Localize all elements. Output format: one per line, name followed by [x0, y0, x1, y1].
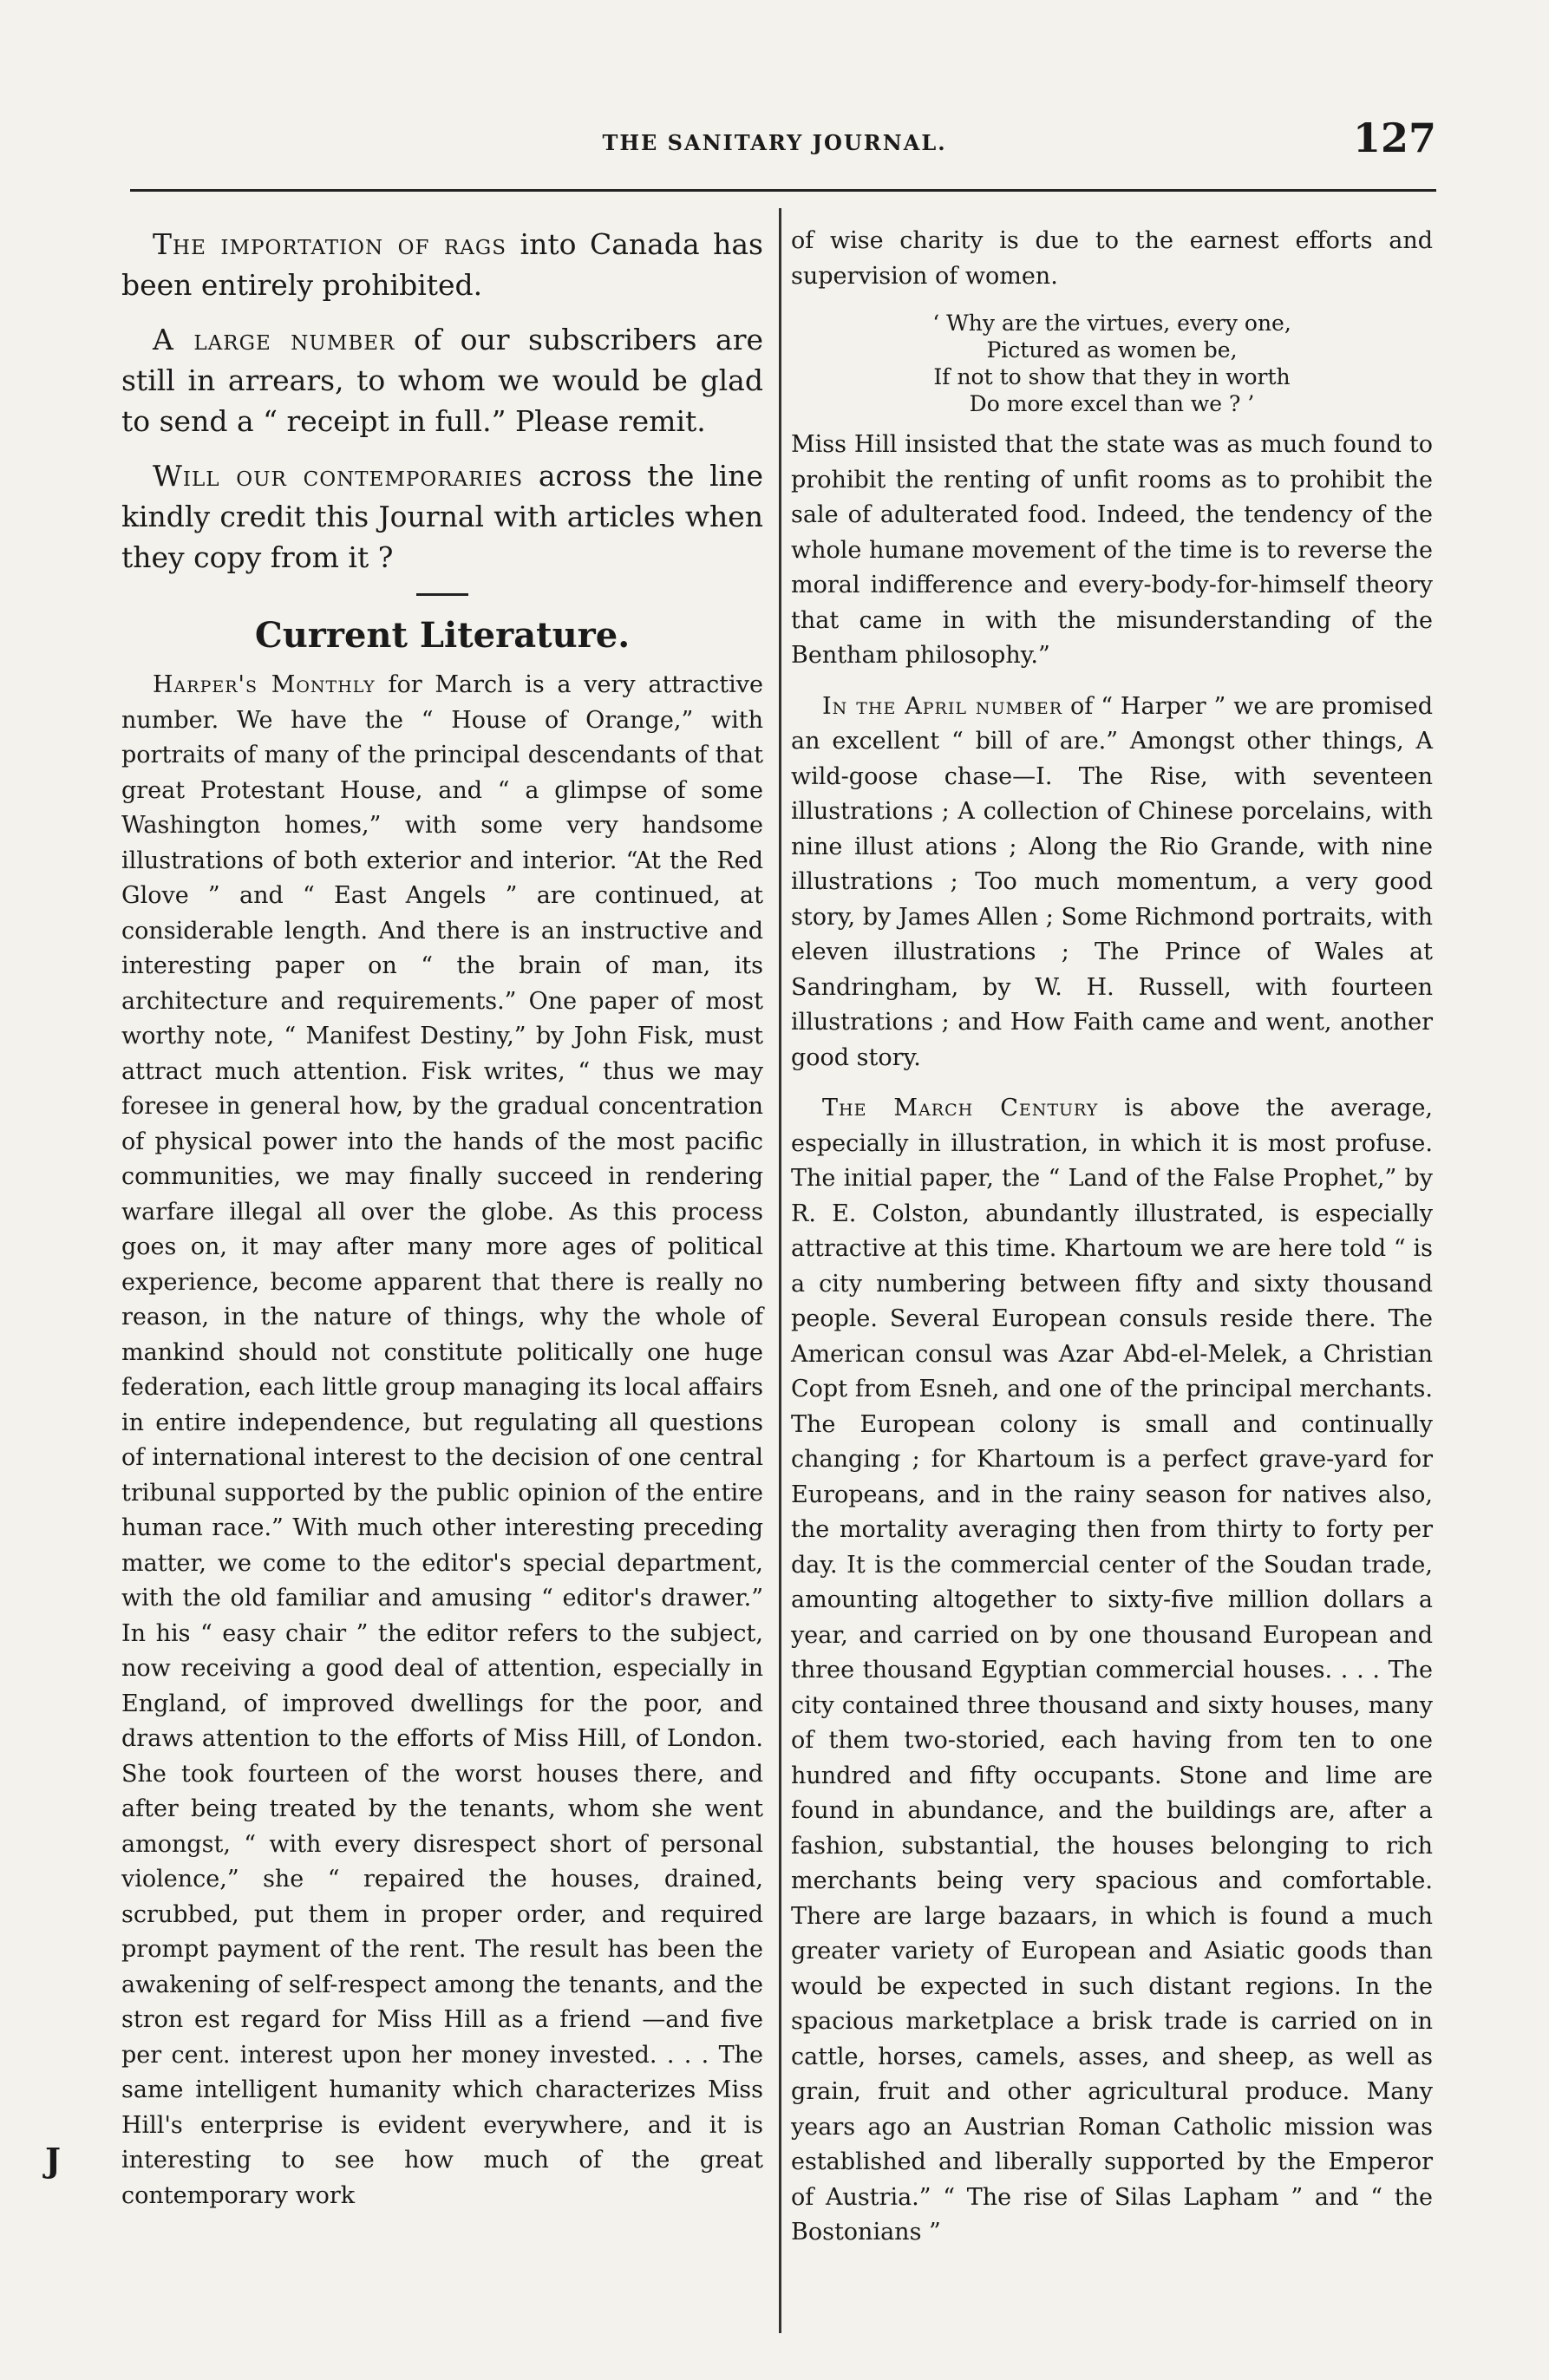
notice-lead: A large number — [153, 323, 395, 356]
harpers-monthly-paragraph — [121, 668, 763, 2213]
verse-line: Do more excel than we ? ’ — [969, 391, 1255, 416]
paragraph-lead: Harper's Monthly — [153, 671, 376, 698]
notice-contemporaries — [121, 455, 763, 578]
column-divider — [779, 208, 781, 2333]
page-header — [0, 114, 1549, 182]
margin-mark: J — [45, 2141, 61, 2180]
verse-line: If not to show that they in worth — [933, 364, 1291, 389]
notice-text: of our subscribers are still in arrears, to whom we would be glad to send a “ receipt in full.” Please remit. — [121, 323, 763, 438]
miss-hill-paragraph: Miss Hill insisted that the state was as much found to prohibit the renting of unfit rooms as to prohibit the sale of adulterated food. Indeed, the tendency of the whole humane movement of the time is to reverse the moral indifference and every-body-for-himself theory that came in with the misunderstanding of the Bentham philosophy.” — [791, 431, 1433, 669]
verse-line: ‘ Why are the virtues, every one, — [932, 311, 1291, 336]
notice-text: into Canada has been entirely prohibited. — [121, 227, 763, 302]
page-number: 127 — [1352, 114, 1436, 161]
notice-lead: The importation of rags — [153, 227, 507, 261]
section-rule — [416, 593, 468, 596]
april-number-paragraph — [791, 690, 1433, 1076]
notice-rags — [121, 224, 763, 305]
notice-arrears — [121, 319, 763, 441]
verse-line: Pictured as women be, — [986, 337, 1238, 363]
notice-text: across the line kindly credit this Journal with articles when they copy from it ? — [121, 459, 763, 574]
running-title: THE SANITARY JOURNAL. — [602, 130, 947, 155]
paragraph-text: is above the average, especially in illustration, in which it is most profuse. The initial paper, the “ Land of the False Prophet,” by R. E. Colston, abundantly illustrated, is especially attractive at this time. Khartoum we are here told “ is a city numbering between fifty and sixty thousand people. Several European consuls reside there. The American consul was Azar Abd-el-Melek, a Christian Copt from Esneh, and one of the principal merchants. The European colony is small and continually changing ; for Khartoum is a perfect grave-yard for Europeans, and in the rainy season for natives also, the mortality averaging then from thirty to forty per day. It is the commercial center of the Soudan trade, amounting altogether to sixty-five million dollars a year, and carried on by one thousand European and three thousand Egyptian commercial houses. . . . The city contained three thousand and sixty houses, many of them two-storied, each having from ten to one hundred and fifty occupants. Stone and lime are found in abundance, and the buildings are, after a fashion, substantial, the houses belonging to rich merchants being very spacious and comfortable. There are large bazaars, in which is found a much greater variety of European and Asiatic goods than would be expected in such distant regions. In the spacious marketplace a brisk trade is carried on in cattle, horses, camels, asses, and sheep, as well as grain, fruit and other agricultural produce. Many years ago an Austrian Roman Catholic mission was established and liberally supported by the Emperor of Austria.” “ The rise of Silas Lapham ” and “ the Bostonians ” — [791, 1095, 1434, 2246]
paragraph-lead: In the April number — [822, 692, 1063, 720]
section-heading: Current Literature. — [254, 615, 631, 656]
left-column — [121, 224, 763, 2229]
paragraph-text: of “ Harper ” we are promised an excellent “ bill of are.” Amongst other things, A wild-goose chase—I. The Rise, with seventeen illustrations ; A collection of Chinese porcelains, with nine illust ations ; Along the Rio Grande, with nine illustrations ; Too much momentum, a very good story, by James Allen ; Some Richmond portraits, with eleven illustrations ; The Prince of Wales at Sandringham, by W. H. Russell, with fourteen illustrations ; and How Faith came and went, another good story. — [791, 692, 1433, 1071]
verse-quote — [791, 310, 1433, 417]
paragraph-lead: The March Century — [822, 1095, 1099, 1121]
continuation-paragraph: of wise charity is due to the earnest efforts and supervision of women. — [791, 227, 1433, 290]
header-rule — [130, 189, 1436, 192]
paragraph-text: for March is a very attractive number. We have the “ House of Orange,” with portraits of many of the principal descendants of that great Protestant House, and “ a glimpse of some Washington homes,” with some very handsome illustrations of both exterior and interior. “At the Red Glove ” and “ East Angels ” are continued, at considerable length. And there is an instructive and interesting paper on “ the brain of man, its architecture and requirements.” One paper of most worthy note, “ Manifest Destiny,” by John Fisk, must attract much attention. Fisk writes, “ thus we may foresee in general how, by the gradual concentration of physical power into the hands of the most pacific communities, we may finally succeed in rendering warfare illegal all over the globe. As this process goes on, it may after many more ages of political experience, become apparent that there is really no reason, in the nature of things, why the whole of mankind should not constitute politically one huge federation, each little group managing its local affairs in entire independence, but regulating all questions of international interest to the decision of one central tribunal supported by the public opinion of the entire human race.” With much other interesting preceding matter, we come to the editor's special department, with the old familiar and amusing “ editor's drawer.” In his “ easy chair ” the editor refers to the subject, now receiving a good deal of attention, especially in England, of improved dwellings for the poor, and draws attention to the efforts of Miss Hill, of London. She took fourteen of the worst houses there, and after being treated by the tenants, whom she went amongst, “ with every disrespect short of personal violence,” she “ repaired the houses, drained, scrubbed, put them in proper order, and required prompt payment of the rent. The result has been the awakening of self-respect among the tenants, and the stron est regard for Miss Hill as a friend —and five per cent. interest upon her money invested. . . . The same intelligent humanity which characterizes Miss Hill's enterprise is evident everywhere, and it is interesting to see how much of the great contemporary work — [121, 671, 763, 2209]
right-column — [791, 224, 1433, 2266]
march-century-paragraph — [791, 1091, 1433, 2251]
notice-lead: Will our contemporaries — [153, 459, 524, 493]
